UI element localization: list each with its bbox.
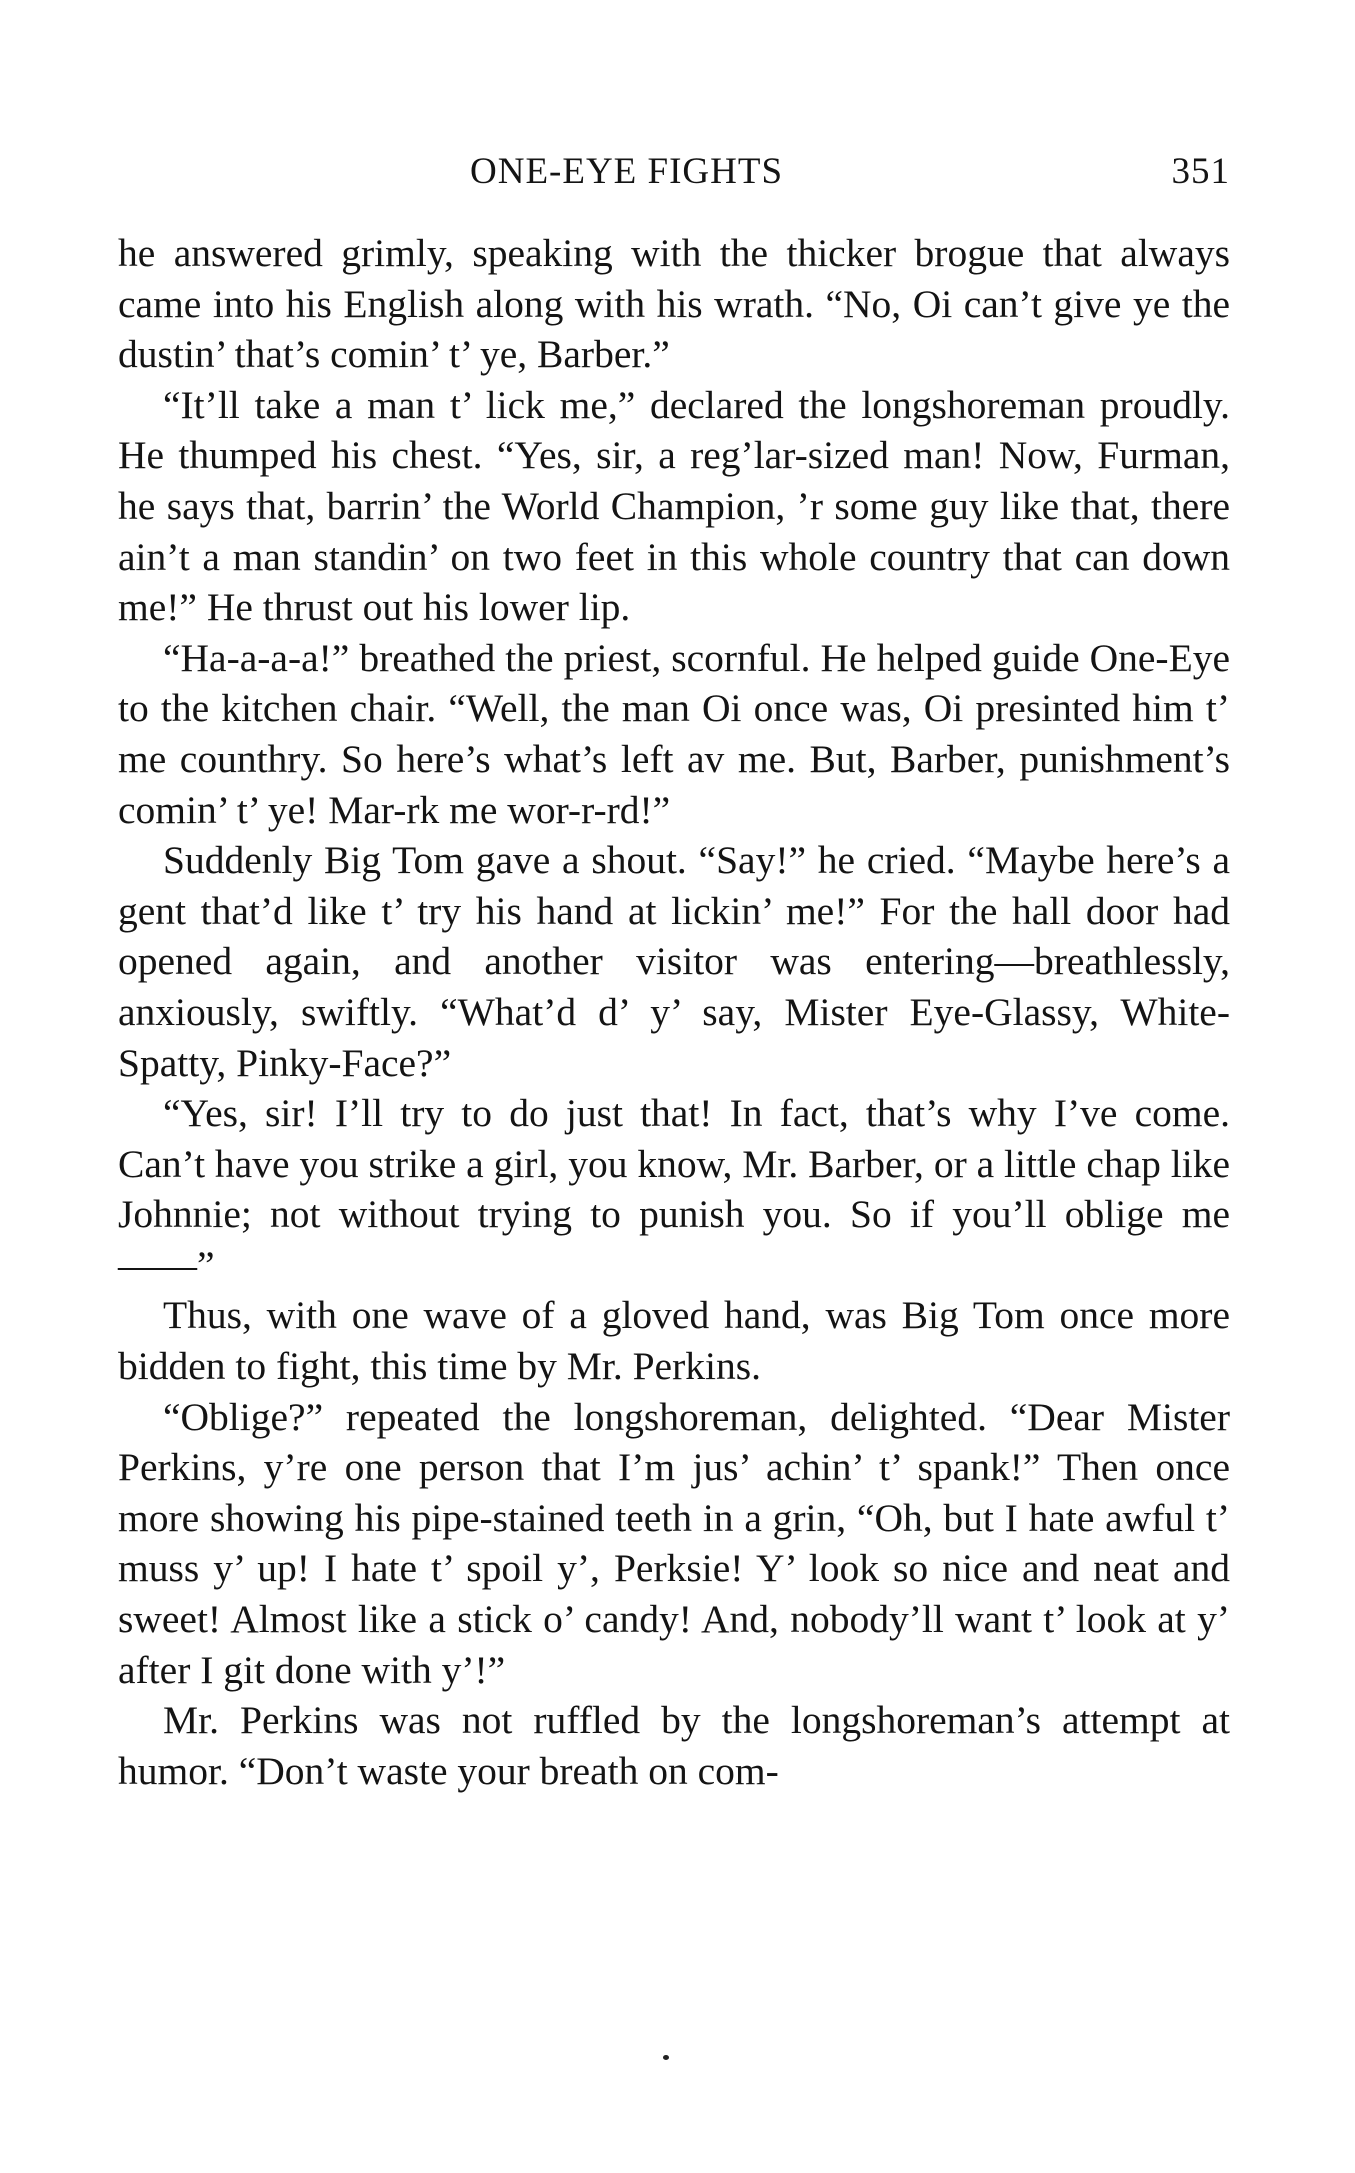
paragraph: Thus, with one wave of a gloved hand, was Big Tom once more bidden to fight, this time by Mr. Perkins. (118, 1293, 1230, 1389)
book-page (118, 150, 1230, 1796)
running-title: ONE-EYE FIGHTS (470, 151, 784, 192)
paragraph: he answered grimly, speaking with the thicker brogue that always came into his English along with his wrath. “No, Oi can’t give ye the dustin’ that’s comin’ t’ ye, Barber.” (118, 231, 1230, 377)
paragraph: Mr. Perkins was not ruffled by the longshoreman’s attempt at humor. “Don’t waste your breath on com- (118, 1698, 1230, 1793)
page-number: 351 (1171, 151, 1230, 192)
paragraph: “Ha-a-a-a!” breathed the priest, scornful. He helped guide One-Eye to the kitchen chair. “Well, the man Oi once was, Oi presinted him t’ me counthry. So here’s what’s left av me. But, Barber, punishment’s comin’ t’ ye! Mar-rk me wor-r-rd!” (118, 635, 1230, 832)
footer-ink-dot (663, 2055, 669, 2060)
paragraph: Suddenly Big Tom gave a shout. “Say!” he cried. “Maybe here’s a gent that’d like t’ try his hand at lickin’ me!” For the hall door had opened again, and another visitor was entering—breathlessly, anxiously, swiftly. “What’d d’ y’ say, Mister Eye-Glassy, White-Spatty, Pinky-Face?” (118, 838, 1230, 1085)
paragraph: “Yes, sir! I’ll try to do just that! In fact, that’s why I’ve come. Can’t have you strike a girl, you know, Mr. Barber, or a little chap like Johnnie; not without trying to punish you. So if you’ll oblige me——” (118, 1091, 1230, 1287)
paragraph: “Oblige?” repeated the longshoreman, delighted. “Dear Mister Perkins, y’re one person that I’m jus’ achin’ t’ spank!” Then once more showing his pipe-stained teeth in a grin, “Oh, but I hate awful t’ muss y’ up! I hate t’ spoil y’, Perksie! Y’ look so nice and neat and sweet! Almost like a stick o’ candy! And, nobody’ll want t’ look at y’ after I git done with y’!” (118, 1394, 1230, 1692)
running-head (118, 150, 1230, 206)
body-text (118, 228, 1230, 1796)
paragraph: “It’ll take a man t’ lick me,” declared the longshoreman proudly. He thumped his chest. “Yes, sir, a reg’lar-sized man! Now, Furman, he says that, barrin’ the World Champion, ’r some guy like that, there ain’t a man standin’ on two feet in this whole country that can down me!” He thrust out his lower lip. (118, 382, 1230, 630)
